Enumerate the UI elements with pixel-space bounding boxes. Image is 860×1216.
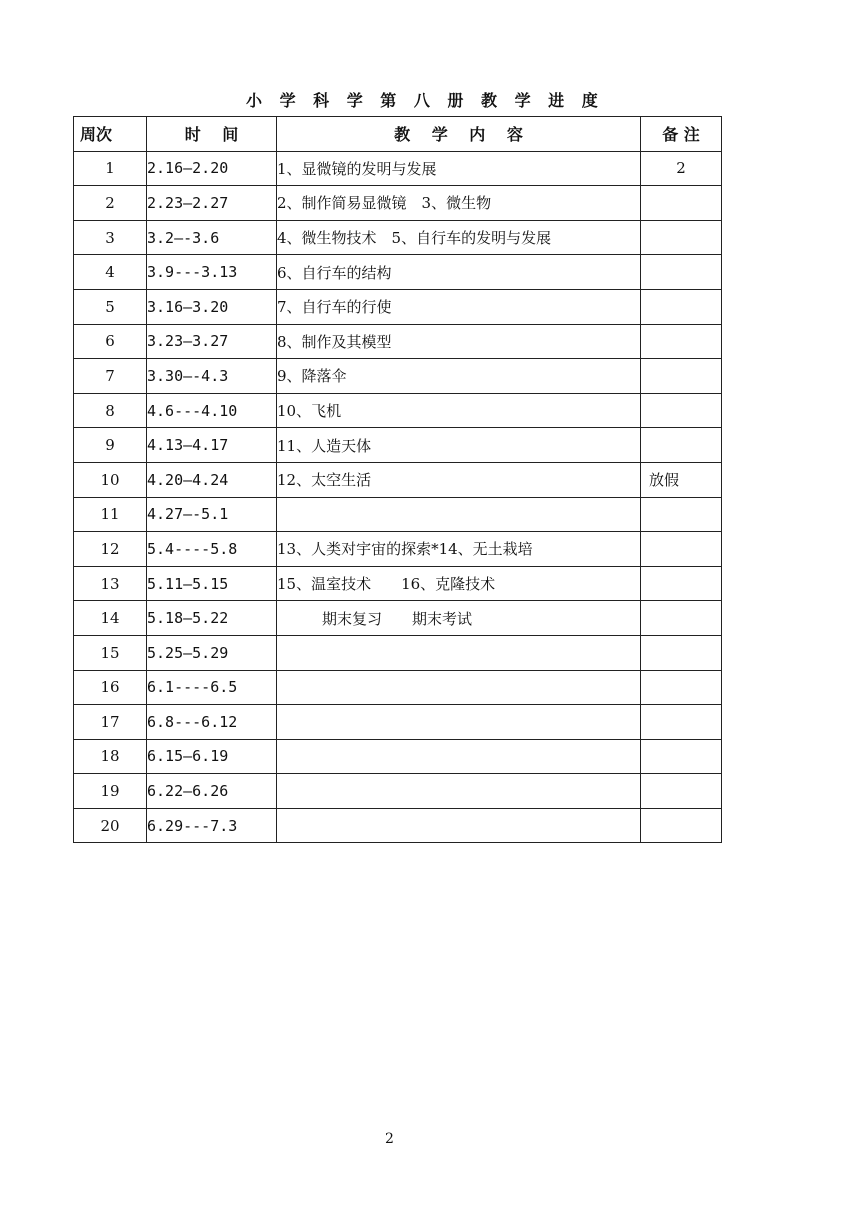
table-row bbox=[74, 635, 722, 670]
time-cell: 3.23—3.27 bbox=[147, 324, 277, 359]
time-cell: 4.6---4.10 bbox=[147, 393, 277, 428]
content-cell bbox=[277, 497, 641, 532]
week-cell: 16 bbox=[74, 670, 147, 705]
table-row bbox=[74, 220, 722, 255]
content-cell: 1、显微镜的发明与发展 bbox=[277, 151, 641, 186]
page-number: 2 bbox=[385, 1131, 394, 1147]
table-body bbox=[74, 151, 722, 843]
content-cell bbox=[277, 705, 641, 740]
table-row bbox=[74, 428, 722, 463]
note-cell bbox=[641, 670, 722, 705]
week-cell: 10 bbox=[74, 462, 147, 497]
note-cell bbox=[641, 774, 722, 809]
week-cell: 19 bbox=[74, 774, 147, 809]
note-cell bbox=[641, 220, 722, 255]
time-cell: 6.15—6.19 bbox=[147, 739, 277, 774]
table-row bbox=[74, 462, 722, 497]
table-row bbox=[74, 289, 722, 324]
header-time: 时 间 bbox=[147, 117, 277, 152]
content-cell: 2、制作简易显微镜 3、微生物 bbox=[277, 186, 641, 221]
time-cell: 5.18—5.22 bbox=[147, 601, 277, 636]
note-cell bbox=[641, 428, 722, 463]
content-cell: 15、温室技术 16、克隆技术 bbox=[277, 566, 641, 601]
table-row bbox=[74, 151, 722, 186]
content-cell bbox=[277, 635, 641, 670]
week-cell: 6 bbox=[74, 324, 147, 359]
time-cell: 5.25—5.29 bbox=[147, 635, 277, 670]
table-header-row bbox=[74, 117, 722, 152]
header-note: 备 注 bbox=[641, 117, 722, 152]
week-cell: 20 bbox=[74, 808, 147, 843]
note-cell bbox=[641, 393, 722, 428]
note-cell bbox=[641, 255, 722, 290]
week-cell: 15 bbox=[74, 635, 147, 670]
note-cell bbox=[641, 566, 722, 601]
week-cell: 1 bbox=[74, 151, 147, 186]
time-cell: 6.29---7.3 bbox=[147, 808, 277, 843]
time-cell: 4.20—4.24 bbox=[147, 462, 277, 497]
table-row bbox=[74, 774, 722, 809]
time-cell: 5.11—5.15 bbox=[147, 566, 277, 601]
table-row bbox=[74, 705, 722, 740]
note-cell bbox=[641, 705, 722, 740]
week-cell: 3 bbox=[74, 220, 147, 255]
table-row bbox=[74, 393, 722, 428]
time-cell: 6.8---6.12 bbox=[147, 705, 277, 740]
note-cell bbox=[641, 497, 722, 532]
note-cell bbox=[641, 324, 722, 359]
content-cell: 4、微生物技术 5、自行车的发明与发展 bbox=[277, 220, 641, 255]
content-cell: 6、自行车的结构 bbox=[277, 255, 641, 290]
table-row bbox=[74, 186, 722, 221]
content-cell: 10、飞机 bbox=[277, 393, 641, 428]
content-cell: 期末复习 期末考试 bbox=[277, 601, 641, 636]
week-cell: 13 bbox=[74, 566, 147, 601]
time-cell: 5.4----5.8 bbox=[147, 532, 277, 567]
time-cell: 4.27—-5.1 bbox=[147, 497, 277, 532]
note-cell: 2 bbox=[641, 151, 722, 186]
content-cell: 9、降落伞 bbox=[277, 359, 641, 394]
content-cell bbox=[277, 808, 641, 843]
content-cell bbox=[277, 774, 641, 809]
week-cell: 4 bbox=[74, 255, 147, 290]
note-cell bbox=[641, 532, 722, 567]
week-cell: 5 bbox=[74, 289, 147, 324]
header-content: 教 学 内 容 bbox=[277, 117, 641, 152]
content-cell: 13、人类对宇宙的探索*14、无土栽培 bbox=[277, 532, 641, 567]
week-cell: 11 bbox=[74, 497, 147, 532]
week-cell: 18 bbox=[74, 739, 147, 774]
content-cell: 12、太空生活 bbox=[277, 462, 641, 497]
time-cell: 6.1----6.5 bbox=[147, 670, 277, 705]
week-cell: 7 bbox=[74, 359, 147, 394]
table-row bbox=[74, 255, 722, 290]
time-cell: 3.30—-4.3 bbox=[147, 359, 277, 394]
content-cell bbox=[277, 670, 641, 705]
note-cell bbox=[641, 186, 722, 221]
table-row bbox=[74, 739, 722, 774]
note-cell: 放假 bbox=[641, 462, 722, 497]
note-cell bbox=[641, 635, 722, 670]
week-cell: 17 bbox=[74, 705, 147, 740]
table-row bbox=[74, 601, 722, 636]
time-cell: 4.13—4.17 bbox=[147, 428, 277, 463]
note-cell bbox=[641, 359, 722, 394]
week-cell: 2 bbox=[74, 186, 147, 221]
table-row bbox=[74, 497, 722, 532]
week-cell: 9 bbox=[74, 428, 147, 463]
week-cell: 12 bbox=[74, 532, 147, 567]
header-week: 周次 bbox=[74, 117, 147, 152]
content-cell: 11、人造天体 bbox=[277, 428, 641, 463]
week-cell: 14 bbox=[74, 601, 147, 636]
time-cell: 3.2—-3.6 bbox=[147, 220, 277, 255]
week-cell: 8 bbox=[74, 393, 147, 428]
table-row bbox=[74, 324, 722, 359]
note-cell bbox=[641, 739, 722, 774]
table-row bbox=[74, 566, 722, 601]
time-cell: 3.9---3.13 bbox=[147, 255, 277, 290]
page-title: 小 学 科 学 第 八 册 教 学 进 度 bbox=[246, 91, 604, 110]
note-cell bbox=[641, 808, 722, 843]
time-cell: 2.23—2.27 bbox=[147, 186, 277, 221]
content-cell bbox=[277, 739, 641, 774]
table-row bbox=[74, 532, 722, 567]
time-cell: 6.22—6.26 bbox=[147, 774, 277, 809]
table-row bbox=[74, 359, 722, 394]
time-cell: 2.16—2.20 bbox=[147, 151, 277, 186]
table-row bbox=[74, 670, 722, 705]
note-cell bbox=[641, 289, 722, 324]
content-cell: 7、自行车的行使 bbox=[277, 289, 641, 324]
content-cell: 8、制作及其模型 bbox=[277, 324, 641, 359]
time-cell: 3.16—3.20 bbox=[147, 289, 277, 324]
table-row bbox=[74, 808, 722, 843]
schedule-table bbox=[73, 116, 722, 843]
note-cell bbox=[641, 601, 722, 636]
